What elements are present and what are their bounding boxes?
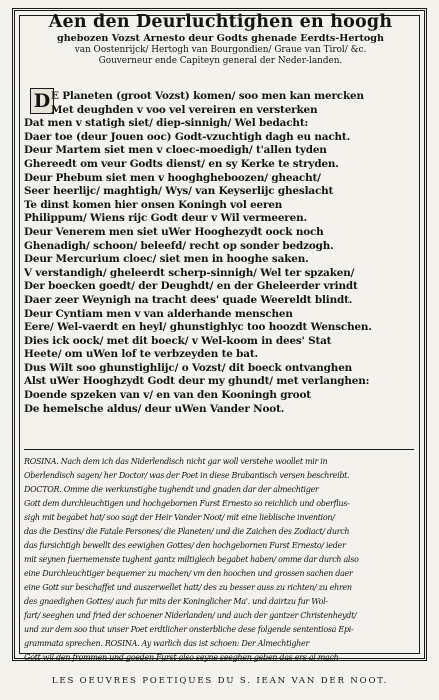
poem-line: De hemelsche aldus/ deur uWen Vander Noot.	[24, 402, 285, 415]
dedication-subtitle-line: Gouverneur ende Capiteyn general der Neder-landen.	[98, 56, 343, 66]
poem-line: Alst uWer Hooghzydt Godt deur my ghundt/ met verlanghen:	[24, 375, 370, 388]
poem-line: Philippum/ Wiens rijc Godt deur v Wil vermeeren.	[24, 212, 307, 225]
poem-line: Eere/ Wel-vaerdt en heyl/ ghunstighlyc too hoozdt Wenschen.	[24, 321, 372, 334]
poem-line: Deur Martem siet men v cloec-moedigh/ t'allen tyden	[24, 144, 327, 157]
poem-line: Heete/ om uWen lof te verbzeyden te bat.	[24, 348, 258, 361]
prose-line: das die Destins/ die Fatale Persones/ die Planeten/ und die Zaichen des Zodiact/ durch	[24, 527, 350, 536]
prose-line: sigh mit begabet hat/ soo sagt der Heir Vander Noot/ mit eine lieblische invention/	[24, 513, 335, 522]
prose-line: Oberlendisch sagen/ her Doctor/ was der Poet in diese Brabantisch versen beschreibt.	[24, 471, 350, 480]
drop-cap-initial: D	[30, 88, 54, 114]
poem-line: Dat men v statigh siet/ diep-sinnigh/ Wel bedacht:	[24, 117, 309, 130]
poem-line: Seer heerlijc/ maghtigh/ Wys/ van Keyserlijc gheslacht	[24, 185, 334, 198]
poem-line: Ghereedt om veur Godts dienst/ en sy Kerke te stryden.	[24, 157, 339, 170]
prose-line: das fursichtigh bewellt des eewighen Gottes/ den hochgebornen Furst Ernesto/ ieder	[24, 541, 346, 550]
prose-line: grammata sprechen. ROSINA. Ay warlich das ist schoen: Der Almechtigher	[24, 639, 309, 648]
section-divider	[24, 449, 414, 450]
dedication-subtitle-line: ghebozen Vozst Arnesto deur Godts ghenade Eerdts-Hertogh	[56, 33, 384, 44]
poem-line: Dies ick oock/ met dit boeck/ v Wel-koom in dees' Stat	[24, 334, 332, 347]
dedication-header	[22, 12, 419, 68]
prose-line: und zur dem soo thut unser Poet erdtlicher onsterbliche dese folgende sententiosa Epi-	[24, 625, 354, 634]
dedication-subtitle-line: van Oostenrijck/ Hertogh van Bourgondien/ Graue van Tirol/ &c.	[74, 44, 367, 55]
dedication-title: Aen den Deurluchtighen en hoogh	[48, 12, 393, 32]
prose-line: des gnaedighen Gottes/ auch fur mits der Koninglicher Ma'. und dairtzu fur Wol-	[24, 597, 328, 606]
poem-line: Doende spzeken van v/ en van den Kooningh groot	[24, 389, 311, 402]
poem-line: Deur Phebum siet men v hooghgheboozen/ gheacht/	[24, 171, 321, 184]
poem-line: Daer toe (deur Jouen ooc) Godt-vzuchtigh dagh eu nacht.	[24, 130, 351, 143]
prose-line: fart/ seeghen und fried der schoener Niderlanden/ und auch der gantzer Christenheydt/	[24, 611, 357, 620]
prose-line: eine Gott sur beschaffet und auszerwellet hatt/ des zu besser auss zu richten/ zu ehren	[24, 583, 352, 592]
poem-line: Ghenadigh/ schoon/ beleefd/ recht op sonder bedzogh.	[24, 239, 334, 252]
prose-line: eine Durchleuchtiger bequemer zu machen/ vm den hoochen und grossen sachen daer	[24, 569, 353, 578]
prose-line: DOCTOR. Omme die werkunstighe tughendt und gnaden dar der almechtiger	[24, 485, 319, 494]
poem-line: Daer zeer Weynigh na tracht dees' quade Weereldt blindt.	[24, 293, 353, 306]
poem-line: Met deughden v voo vel vereiren en versterken	[51, 103, 318, 116]
prose-dialogue-block	[24, 455, 416, 665]
prose-line: Gott wil den frommen und goeden Furst also seyne seeghen geben das ers al mach	[24, 653, 339, 662]
poem-line: E Planeten (groot Vozst) komen/ soo men kan mercken	[51, 90, 364, 102]
prose-line: mit seynen fuernemenste tughent gantz miltiglech begabet haben/ omme dar durch also	[24, 555, 359, 564]
poem-line: Deur Mercurium cloec/ siet men in hooghe saken.	[24, 253, 309, 266]
poem-line: V verstandigh/ gheleerdt scherp-sinnigh/ Wel ter spzaken/	[24, 266, 355, 279]
poem-line: Der boecken goedt/ der Deughdt/ en der Gheleerder vrindt	[24, 280, 358, 293]
poem-line: Deur Cyntiam men v van alderhande menschen	[24, 307, 293, 320]
poem-line: Te dinst komen hier onsen Koningh vol eeren	[24, 198, 283, 211]
prose-line: Gott dem durchleuchtigen und hochgebornen Furst Ernesto so reichlich und oberflus-	[24, 499, 350, 508]
poem-block	[24, 90, 415, 416]
poem-line: Dus Wilt soo ghunstighlijc/ o Vozst/ dit boeck ontvanghen	[24, 361, 353, 374]
running-footer: LES OEUVRES POETIQUES DU S. IEAN VAN DER NOOT.	[51, 676, 389, 686]
prose-line: ROSINA. Nach dem ich das Niderlendisch nicht gar woll verstehe woollet mir in	[24, 457, 328, 466]
poem-line: Deur Venerem men siet uWer Hooghezydt oock noch	[24, 225, 324, 238]
